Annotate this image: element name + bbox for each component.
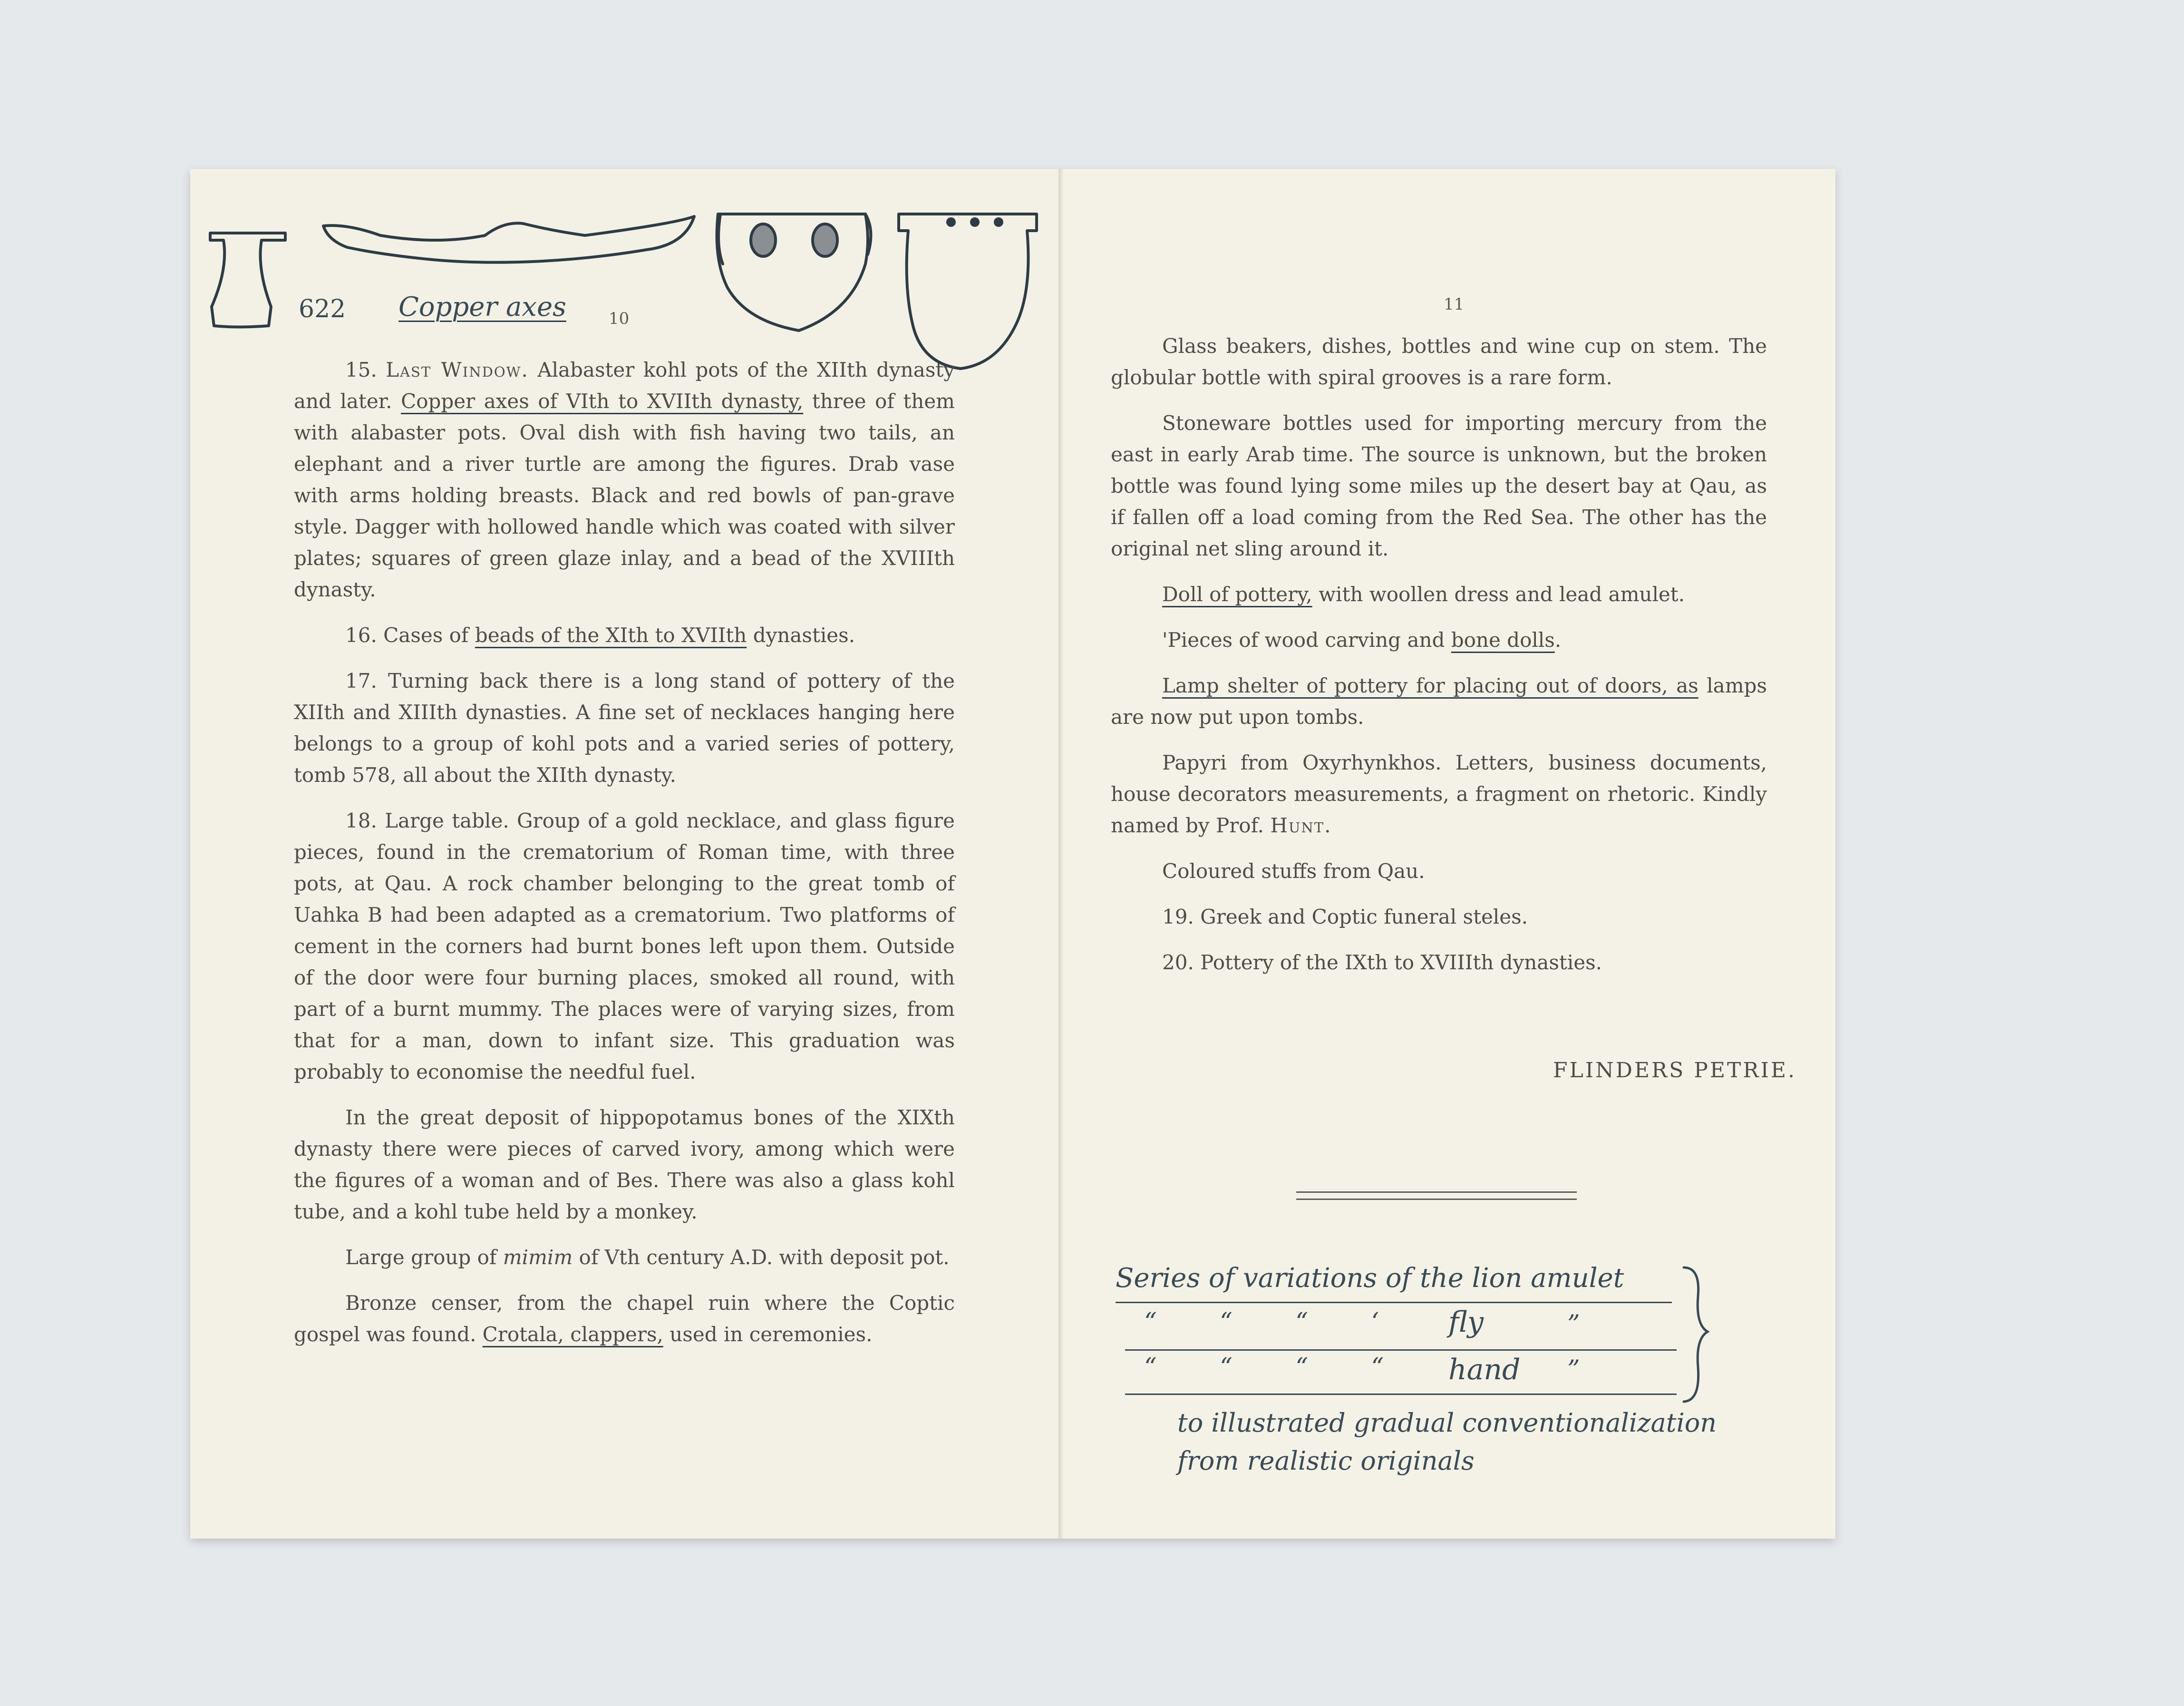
left-page <box>190 169 1060 1539</box>
paragraph-text: Pottery of the IXth to XVIIIth dynasties. <box>1200 951 1602 974</box>
curly-brace <box>1681 1263 1710 1405</box>
paragraph-18 <box>294 805 955 1088</box>
open-booklet <box>190 169 1835 1539</box>
page-number-left: 10 <box>609 309 630 328</box>
paragraph-doll <box>1111 579 1767 610</box>
handwritten-underline-2 <box>1125 1349 1677 1351</box>
ditto-mark-end-3: ” <box>1567 1355 1580 1384</box>
paragraph-text: Large table. Group of a gold necklace, and glass figure pieces, found in the crematorium of Roman time, with three pots, at Qau. A rock chamber belonging to the great tomb of Uahka B had been adapted as a crematorium. Two platforms of cement in the corners had burnt bones left upon them. Outside of the door were four burning places, smoked all round, with part of a burnt mummy. The places were of varying sizes, from that for a man, down to infant size. This graduation was probably to economise the needful fuel. <box>294 809 955 1083</box>
paragraph-lamp-shelter <box>1111 670 1767 733</box>
paragraph-text: . <box>1554 628 1562 652</box>
handwritten-note-line-2: from realistic originals <box>1177 1446 1475 1476</box>
handwritten-word-hand: hand <box>1448 1353 1521 1386</box>
underlined-text: Doll of pottery, <box>1162 583 1312 606</box>
paragraph-mimim <box>294 1242 955 1273</box>
paragraph-number: 18. <box>345 809 377 832</box>
paragraph-number: 15. <box>345 358 377 381</box>
paragraph-number: 19. <box>1162 905 1194 928</box>
paragraph-coloured-stuffs <box>1111 856 1767 887</box>
paragraph-bronze-censer <box>294 1287 955 1350</box>
paragraph-16 <box>294 620 955 651</box>
paragraph-17 <box>294 665 955 791</box>
paragraph-text: . <box>1324 814 1331 837</box>
axe-sketch-3 <box>717 214 868 331</box>
underlined-text: beads of the XIth to XVIIth <box>475 624 747 647</box>
sketch-number: 622 <box>299 295 346 323</box>
left-page-text <box>294 354 955 1365</box>
underlined-text: Crotala, clappers, <box>482 1323 663 1346</box>
axe-sketch-1 <box>210 233 285 327</box>
paragraph-stoneware <box>1111 408 1767 565</box>
paragraph-text: Cases of <box>383 624 469 647</box>
paragraph-text: Greek and Coptic funeral steles. <box>1200 905 1528 928</box>
underlined-text: Lamp shelter of pottery for placing out of doors, as <box>1162 674 1699 697</box>
paragraph-text: Bronze censer, from the chapel ruin where the Coptic gospel was found. <box>294 1291 955 1346</box>
double-rule-divider <box>1296 1191 1577 1200</box>
paragraph-text: Turning back there is a long stand of pottery of the XIIth and XIIIth dynasties. A fine set of necklaces hanging here belongs to a group of kohl pots and a varied series of pottery, tomb 578, all about the XIIth dynasty. <box>294 669 955 787</box>
handwritten-line-1: Series of variations of the lion amulet <box>1116 1263 1624 1294</box>
paragraph-text: Alabaster kohl pots of the XIIth dynasty and later. <box>294 358 955 413</box>
paragraph-20 <box>1111 947 1767 978</box>
underlined-text: Copper axes of VIth to XVIIth dynasty, <box>401 390 804 413</box>
signature: FLINDERS PETRIE. <box>1553 1058 1796 1082</box>
paragraph-text: Glass beakers, dishes, bottles and wine cup on stem. The globular bottle with spiral grooves is a rare form. <box>1111 334 1767 389</box>
paragraph-hippopotamus <box>294 1102 955 1228</box>
small-caps-text: Hunt <box>1270 814 1325 837</box>
handwritten-annotation <box>1063 1263 1835 1529</box>
paragraph-text: lamps are now put upon tombs. <box>1111 674 1767 729</box>
handwritten-underline-1 <box>1116 1302 1672 1303</box>
paragraph-heading: Last Window. <box>386 358 529 381</box>
axe-sketch-4 <box>899 214 1037 369</box>
paragraph-number: 20. <box>1162 951 1194 974</box>
paragraph-number: 16. <box>345 624 377 647</box>
paragraph-text: Stoneware bottles used for importing mercury from the east in early Arab time. The source is unknown, but the broken bottle was found lying some miles up the desert bay at Qau, as if fallen off a load coming from the Red Sea. The other has the original net sling around it. <box>1111 411 1767 560</box>
handwritten-underline-3 <box>1125 1394 1677 1395</box>
paragraph-text: Coloured stuffs from Qau. <box>1162 859 1425 883</box>
underlined-text: bone dolls <box>1451 628 1555 652</box>
paragraph-text: 'Pieces of wood carving and <box>1162 628 1445 652</box>
paragraph-glass-beakers <box>1111 331 1767 393</box>
ditto-marks-line-2: “ “ “ ‘ <box>1144 1308 1407 1336</box>
paragraph-text: with woollen dress and lead amulet. <box>1319 583 1685 606</box>
right-page-text <box>1111 331 1767 993</box>
paragraph-text: of Vth century A.D. with deposit pot. <box>579 1246 950 1269</box>
sketch-caption: Copper axes <box>398 292 566 322</box>
handwritten-note-line-1: to illustrated gradual conventionalization <box>1177 1408 1717 1438</box>
ditto-mark-end-2: ” <box>1567 1310 1580 1339</box>
paragraph-text: In the great deposit of hippopotamus bones of the XIXth dynasty there were pieces of carved ivory, among which were the figures of a woman and of Bes. There was also a glass kohl tube, and a kohl tube held by a monkey. <box>294 1106 955 1223</box>
paragraph-19 <box>1111 901 1767 933</box>
paragraph-text: three of them with alabaster pots. Oval dish with fish having two tails, an elephant and a river turtle are among the figures. Drab vase with arms holding breasts. Black and red bowls of pan-grave style. Dagger with hollowed handle which was coated with silver plates; squares of green glaze inlay, and a bead of the XVIIIth dynasty. <box>294 390 955 601</box>
paragraph-text: used in ceremonies. <box>670 1323 873 1346</box>
paragraph-text: Large group of <box>345 1246 497 1269</box>
paragraph-text: Papyri from Oxyrhynkhos. Letters, business documents, house decorators measurements, a fragment on rhetoric. Kindly named by Prof. <box>1111 751 1767 837</box>
paragraph-15 <box>294 354 955 605</box>
right-page <box>1063 169 1835 1539</box>
page-number-right: 11 <box>1444 295 1465 314</box>
ditto-marks-line-3: “ “ “ “ <box>1144 1353 1411 1382</box>
paragraph-number: 17. <box>345 669 377 692</box>
paragraph-wood-carving <box>1111 624 1767 656</box>
paragraph-papyri <box>1111 747 1767 841</box>
paragraph-text: dynasties. <box>753 624 855 647</box>
axe-sketch-2 <box>323 216 694 263</box>
handwritten-word-fly: fly <box>1448 1306 1484 1339</box>
italic-text: mimim <box>503 1246 573 1269</box>
